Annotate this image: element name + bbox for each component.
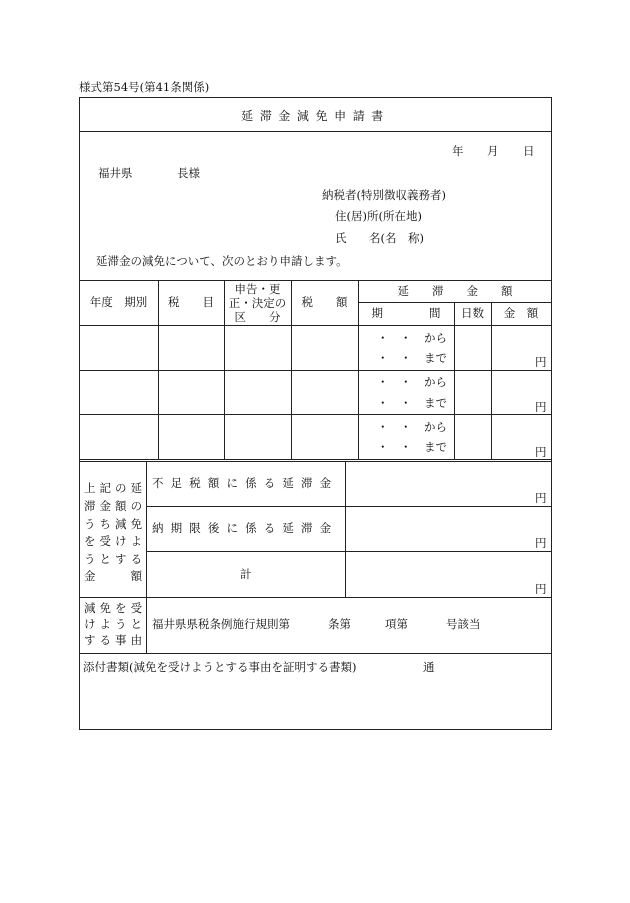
late-fee-sub-divider — [358, 302, 552, 303]
table-top — [79, 280, 552, 281]
row2-until: まで — [424, 396, 447, 410]
reduction-label-1 — [84, 483, 146, 495]
shortfall-late-fee-label: 不足税額に係る延滞金 — [152, 476, 339, 490]
header-days: 日数 — [461, 306, 484, 320]
row3-from-dots: ・ ・ — [377, 420, 412, 434]
date-month: 月 — [487, 144, 499, 158]
taxpayer-label: 納税者(特別徴収義務者) — [322, 188, 446, 202]
address-label: 住(居)所(所在地) — [335, 209, 422, 223]
frame-bottom — [79, 729, 552, 730]
col-line-6 — [491, 302, 492, 460]
table-bottom-a — [79, 459, 552, 460]
reduction-row1-bottom — [146, 506, 552, 507]
reduction-bottom — [79, 597, 552, 598]
row2-from: から — [424, 375, 447, 389]
header-report-l3: 区 分 — [234, 310, 281, 324]
row3-until: まで — [424, 440, 447, 454]
reduction-label-2 — [84, 501, 146, 513]
header-tax-item: 税 目 — [168, 295, 214, 309]
total-label: 計 — [240, 567, 252, 581]
header-amount: 金 額 — [503, 306, 539, 320]
row1-until: まで — [424, 351, 447, 365]
frame-top — [79, 97, 552, 98]
header-bottom — [79, 325, 552, 326]
name-label-rest: 名(名 称) — [369, 231, 424, 245]
row3-from: から — [424, 420, 447, 434]
reason-rule-text: 福井県県税条例施行規則第 — [152, 617, 290, 631]
after-deadline-yen: 円 — [535, 536, 547, 550]
reason-clause: 項第 — [385, 617, 408, 631]
after-deadline-late-fee-label: 納期限後に係る延滞金 — [152, 521, 339, 535]
reduction-label-line-1: 上記の延 — [84, 481, 147, 495]
reason-label-line-3: する事由 — [84, 633, 147, 647]
addressee-prefecture: 福井県 — [98, 166, 133, 180]
form-number: 様式第54号(第41条関係) — [79, 80, 210, 94]
col-line-4 — [358, 280, 359, 460]
header-period: 期 間 — [371, 306, 441, 320]
title-divider — [79, 131, 552, 132]
row1-bottom — [79, 370, 552, 371]
row1-yen: 円 — [535, 355, 547, 369]
header-late-fee-amount: 延 滞 金 額 — [397, 284, 513, 298]
row2-bottom — [79, 414, 552, 415]
reduction-label-5 — [84, 554, 146, 566]
date-year: 年 — [452, 144, 464, 158]
row2-until-dots: ・ ・ — [377, 396, 412, 410]
reduction-label-line-2: 滞金額の — [84, 499, 147, 513]
attachment-copies: 通 — [423, 660, 435, 674]
row1-from: から — [424, 331, 447, 345]
reduction-label-4 — [84, 536, 146, 548]
reduction-amount-divider — [345, 461, 346, 598]
table-bottom-b — [79, 461, 552, 462]
form-title: 延滞金減免申請書 — [241, 109, 390, 123]
shortfall-yen: 円 — [535, 491, 547, 505]
reduction-label-line-6: 金 額 — [84, 569, 147, 583]
header-tax-amount: 税 額 — [301, 295, 348, 309]
col-line-5 — [454, 302, 455, 460]
reduction-label-6 — [84, 571, 146, 583]
reduction-label-3 — [84, 519, 146, 531]
reason-label-line-2: けようと — [84, 617, 147, 631]
header-year-period: 年度 期別 — [89, 295, 148, 309]
row3-until-dots: ・ ・ — [377, 440, 412, 454]
reduction-row2-bottom — [146, 551, 552, 552]
reduction-label-divider — [146, 461, 147, 598]
total-yen: 円 — [535, 582, 547, 596]
reason-label-3 — [84, 635, 146, 647]
row1-until-dots: ・ ・ — [377, 351, 412, 365]
reduction-label-line-5: うとする — [84, 552, 147, 566]
reduction-label-line-3: うち減免 — [84, 517, 147, 531]
reason-label-divider — [146, 597, 147, 653]
date-day: 日 — [523, 144, 535, 158]
name-label-first: 氏 — [335, 231, 347, 245]
header-report-l1: 申告・更 — [234, 282, 281, 296]
row1-from-dots: ・ ・ — [377, 331, 412, 345]
addressee-suffix: 長様 — [177, 166, 200, 180]
reason-label-2 — [84, 619, 146, 631]
reason-article: 条第 — [328, 617, 351, 631]
row3-yen: 円 — [535, 445, 547, 459]
row2-yen: 円 — [535, 400, 547, 414]
reason-bottom — [79, 653, 552, 654]
intro-text: 延滞金の減免について、次のとおり申請します。 — [96, 254, 348, 268]
reduction-label-line-4: を受けよ — [84, 534, 147, 548]
reason-label-line-1: 減免を受 — [84, 601, 147, 615]
reason-item: 号該当 — [446, 617, 481, 631]
row2-from-dots: ・ ・ — [377, 375, 412, 389]
reason-label-1 — [84, 603, 146, 615]
header-report-l2: 正・決定の — [228, 296, 287, 310]
attachment-label: 添付書類(減免を受けようとする事由を証明する書類) — [83, 660, 357, 674]
